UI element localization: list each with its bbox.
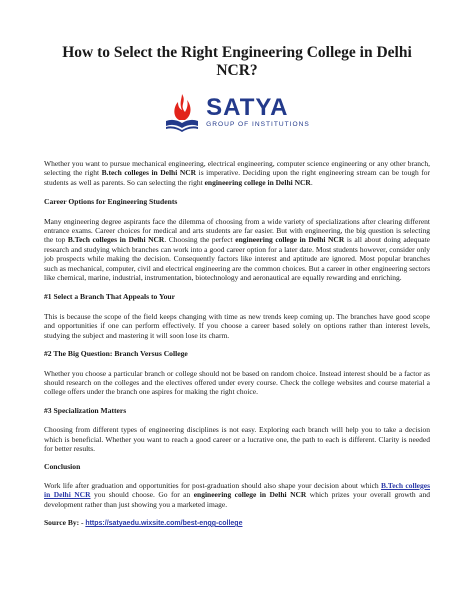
- career-heading: Career Options for Engineering Students: [44, 197, 178, 207]
- satya-logo: [44, 92, 430, 132]
- conclusion-bold-1: engineering college in Delhi NCR: [193, 490, 307, 500]
- section-2-paragraph: Whether you choose a particular branch or college should not be based on random choice. Instead interest should be a factor as should research on the colleges and the electives offered under every course. Check the college websites and course material a college offers under the branch one aspires for making the right choice.: [44, 368, 430, 397]
- intro-paragraph: [44, 159, 430, 187]
- section-2-heading: #2 The Big Question: Branch Versus College: [44, 349, 188, 359]
- brand-tagline: GROUP OF INSTITUTIONS: [206, 120, 310, 128]
- section-1-paragraph: This is because the scope of the field keeps changing with time as new trends keep coming up. The branches have good scope and opportunities if one can perform effectively. If you choose a career based solely on options rather than interest levels, studying the subject and mastering it will soon lose its charm.: [44, 311, 430, 340]
- flame-emblem-icon: [164, 92, 200, 132]
- conclusion-heading: Conclusion: [44, 462, 81, 472]
- conclusion-text-1: Work life after graduation and opportunities for post-graduation should also shape your decision about which: [44, 480, 382, 490]
- intro-text-2: is imperative. Deciding upon the right engineering stream can be tough for students as well as parents. So can selecting the right: [44, 168, 430, 187]
- brand-name: SATYA: [206, 93, 289, 121]
- btech-colleges-link[interactable]: B.Tech colleges in Delhi NCR: [44, 480, 430, 500]
- career-bold-1: B.Tech colleges in Delhi NCR: [67, 235, 165, 245]
- career-paragraph: [44, 217, 430, 283]
- section-1-heading: #1 Select a Branch That Appeals to Your: [44, 292, 175, 302]
- intro-text-1: Whether you want to pursue mechanical engineering, electrical engineering, computer science engineering or any other branch, selecting the right: [44, 159, 430, 178]
- career-bold-2: engineering college in Delhi NCR: [235, 235, 345, 245]
- intro-text-3: .: [310, 177, 313, 187]
- section-3-heading: #3 Specialization Matters: [44, 405, 127, 415]
- career-text-2: . Choosing the perfect: [164, 235, 236, 245]
- source-line: [44, 518, 430, 528]
- career-text-3: is all about doing adequate research and studying which branches can work into a good career option for a later date. Most students however, consider only job prospects while making the decision. Consequently factors like interest and aptitude are ignored. Most popular branches such as mechanical, computer, civil and electrical engineering are the common choices. But a career in other engineering sectors like chemical, marine, industrial, instrumentation, biotechnology and aeronautical are equally rewarding and enriching.: [44, 235, 431, 283]
- career-text-1: Many engineering degree aspirants face the dilemma of choosing from a wide variety of specializations after clearing different entrance exams. Career choices for medical and arts students are far easier. But with engineering, the big question is selecting the top: [44, 216, 430, 245]
- conclusion-text-2: you should choose. Go for an: [90, 490, 194, 500]
- document-title: How to Select the Right Engineering College in Delhi NCR?: [62, 44, 412, 79]
- section-3-paragraph: Choosing from different types of engineering disciplines is not easy. Exploring each branch will help you to take a decision which is beneficial. Whether you want to reach a good career or a lucrative one, the path to each is different. Clarity is needed for better results.: [44, 425, 430, 453]
- intro-bold-2: engineering college in Delhi NCR: [204, 177, 311, 187]
- source-link[interactable]: https://satyaedu.wixsite.com/best-engg-college: [85, 519, 243, 527]
- conclusion-text-3: which prizes your overall growth and development rather than just showing you a marketed image.: [44, 490, 430, 509]
- brand-text: [206, 93, 310, 129]
- source-label: Source By: -: [44, 517, 84, 527]
- intro-bold-1: B.tech colleges in Delhi NCR: [101, 168, 197, 178]
- conclusion-paragraph: [44, 481, 430, 509]
